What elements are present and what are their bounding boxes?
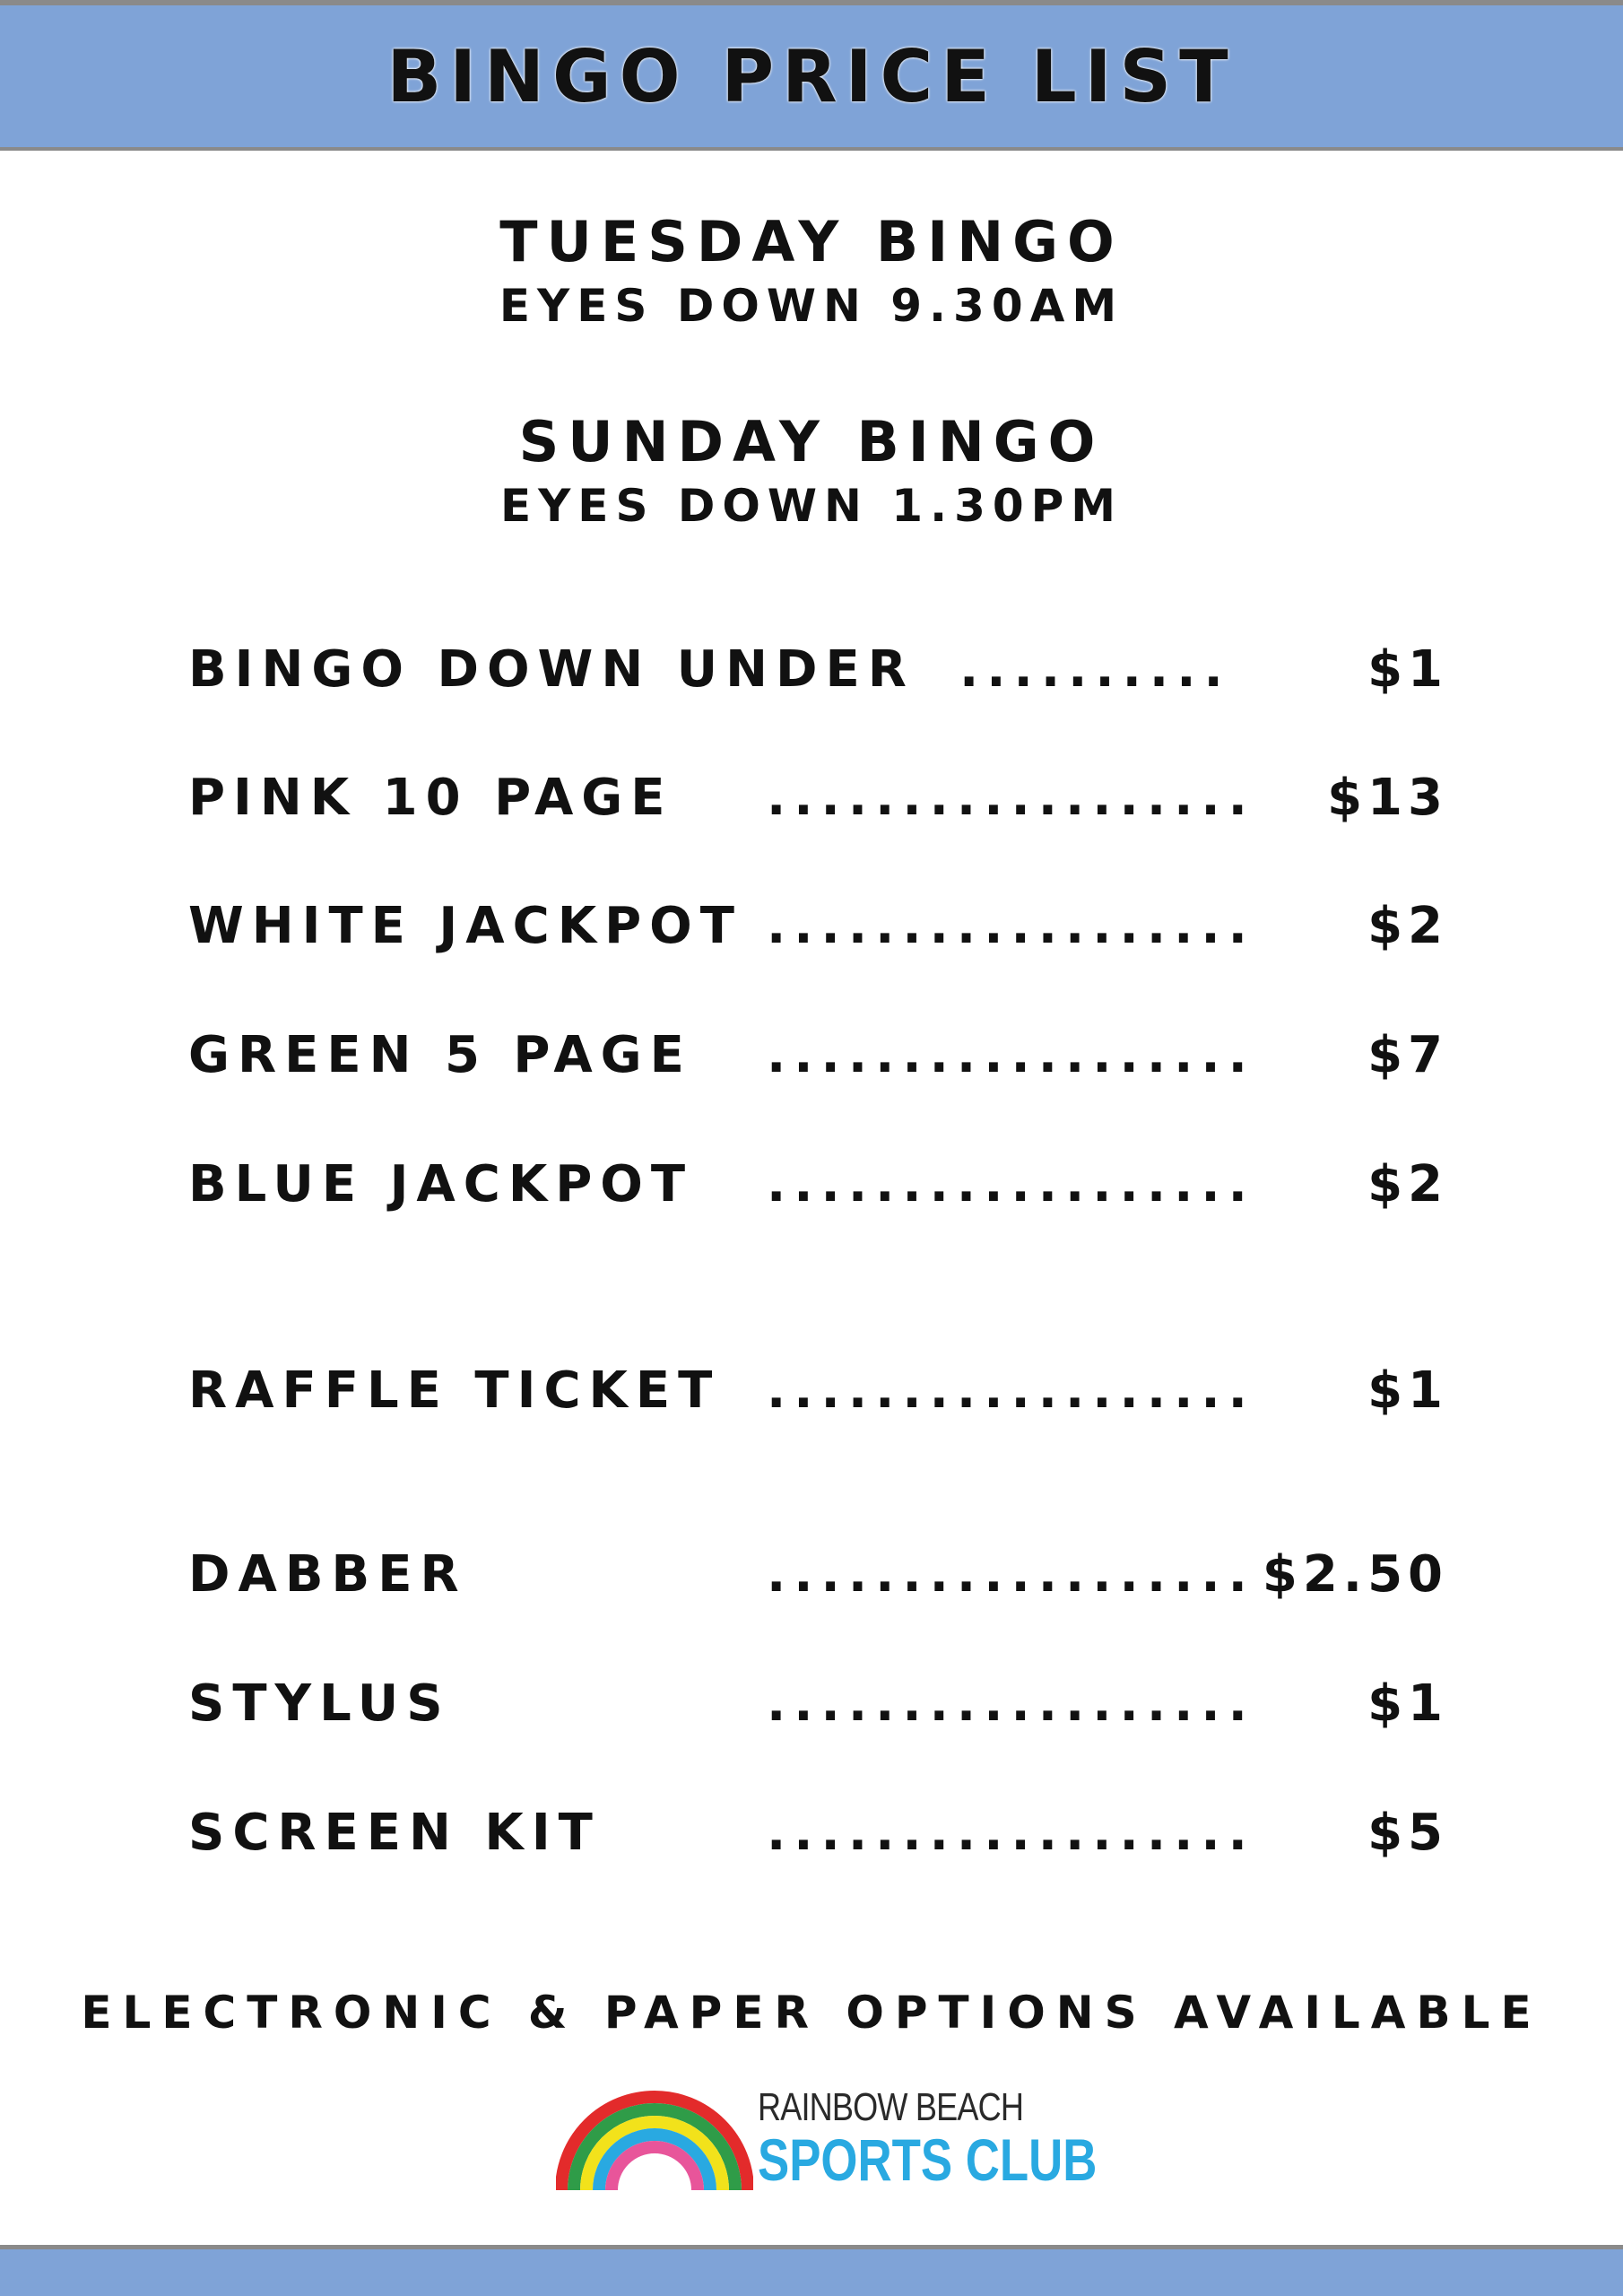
page-title: BINGO PRICE LIST [386,34,1237,118]
dot-leader: .................. [767,1155,1255,1213]
dot-leader: .................. [767,769,1255,827]
dot-leader: .................. [767,897,1255,955]
item-label: PINK 10 PAGE [188,769,673,827]
session-time: EYES DOWN 9.30AM [499,280,1124,332]
header-band [0,0,1623,151]
logo-text-bottom: SPORTS CLUB [758,2126,1098,2193]
item-label: GREEN 5 PAGE [188,1026,692,1084]
dot-leader: .................. [767,1361,1255,1420]
item-price: $2.50 [1262,1545,1448,1604]
rainbow-icon [556,2090,753,2193]
item-price: $1 [1367,1361,1448,1420]
club-logo [556,2081,1098,2193]
dot-leader: .................. [767,1674,1255,1733]
dot-leader: .................. [767,1804,1255,1862]
item-price: $1 [1367,640,1448,699]
price-row-pink-10-page [188,762,1448,834]
item-price: $13 [1327,769,1448,827]
price-row-white-jackpot [188,891,1448,962]
item-price: $2 [1367,1155,1448,1213]
item-label: STYLUS [188,1674,451,1733]
price-row-dabber [188,1539,1448,1611]
session-tuesday [0,208,1623,335]
item-label: DABBER [188,1545,467,1604]
item-price: $7 [1367,1026,1448,1084]
session-time: EYES DOWN 1.30PM [499,480,1124,532]
item-label: BLUE JACKPOT [188,1155,694,1213]
price-row-bingo-down-under [188,634,1448,706]
dot-leader: .......... [959,640,1231,699]
item-price: $1 [1367,1674,1448,1733]
price-row-raffle-ticket [188,1355,1448,1427]
price-row-screen-kit [188,1797,1448,1869]
logo-text-top: RAINBOW BEACH [758,2085,1024,2129]
session-name: TUESDAY BINGO [499,209,1124,274]
dot-leader: .................. [767,1545,1255,1604]
price-row-stylus [188,1668,1448,1740]
dot-leader: .................. [767,1026,1255,1084]
item-label: RAFFLE TICKET [188,1361,721,1420]
item-label: WHITE JACKPOT [188,897,742,955]
footer-band [0,2245,1623,2296]
session-name: SUNDAY BINGO [518,409,1105,474]
price-row-green-5-page [188,1020,1448,1091]
item-label: SCREEN KIT [188,1804,601,1862]
price-row-blue-jackpot [188,1149,1448,1221]
options-note: ELECTRONIC & PAPER OPTIONS AVAILABLE [81,1987,1542,2039]
item-price: $2 [1367,897,1448,955]
item-label: BINGO DOWN UNDER [188,640,915,699]
session-sunday [0,408,1623,535]
item-price: $5 [1367,1804,1448,1862]
